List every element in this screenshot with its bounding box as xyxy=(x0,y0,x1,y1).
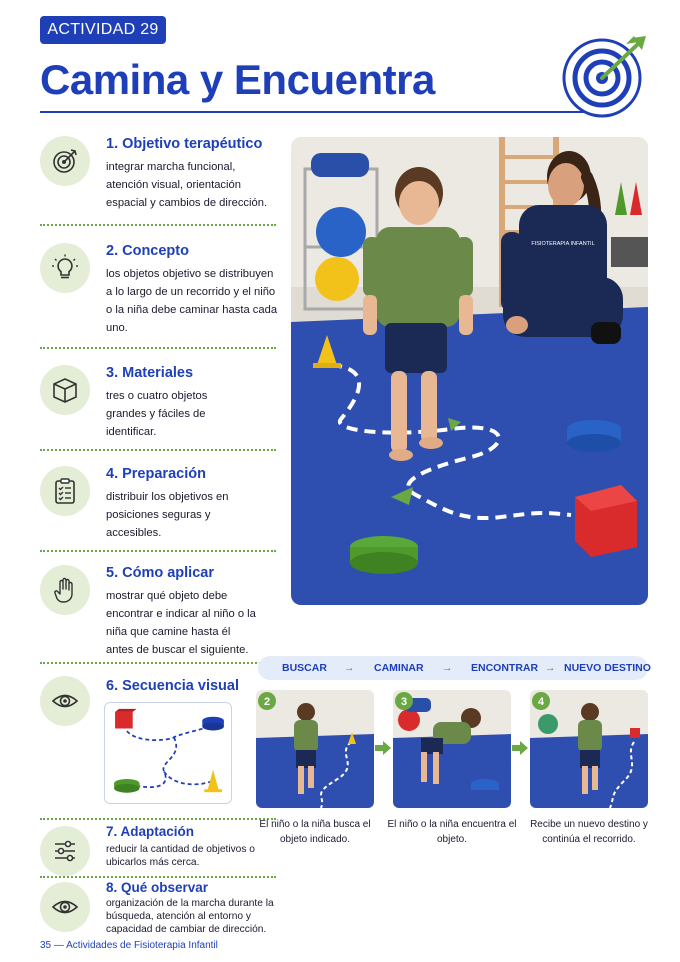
section-adaptation xyxy=(40,824,276,874)
step-4-image xyxy=(530,690,648,808)
section-what-to-observe xyxy=(40,880,276,938)
section-text: reducir la cantidad de objetivos o ubicarlos más cerca. xyxy=(106,844,255,868)
section-objective xyxy=(40,136,276,216)
sequence-diagram xyxy=(104,702,232,804)
section-title: 5. Cómo aplicar xyxy=(106,565,214,581)
step-4-caption: Recibe un nuevo destino y continúa el recorrido. xyxy=(530,819,648,845)
section-text: mostrar qué objeto debe encontrar e indicar al niño o la niña que camine hasta él antes de buscar el siguiente. xyxy=(106,590,256,656)
flow-step-new-destination: NUEVO DESTINO xyxy=(564,662,651,674)
section-title: 2. Concepto xyxy=(106,243,189,259)
step-3-caption: El niño o la niña encuentra el objeto. xyxy=(387,819,517,845)
target-logo-icon xyxy=(562,32,648,118)
section-how-to-apply xyxy=(40,565,276,657)
arrow-right-icon xyxy=(512,740,528,756)
step-number: 4 xyxy=(537,696,545,708)
sequence-flow-bar xyxy=(258,656,651,680)
eye-icon xyxy=(51,687,79,715)
section-divider xyxy=(40,876,276,878)
section-title: 8. Qué observar xyxy=(106,880,209,895)
flow-arrow: → xyxy=(545,662,556,674)
section-divider xyxy=(40,347,276,349)
section-title: 3. Materiales xyxy=(106,365,194,381)
flow-step-search: BUSCAR xyxy=(282,662,327,674)
section-title: 6. Secuencia visual xyxy=(106,678,239,694)
step-number: 3 xyxy=(400,696,408,708)
step-2-image xyxy=(256,690,374,808)
section-divider xyxy=(40,662,276,664)
flow-arrow: → xyxy=(344,662,355,674)
step-number: 2 xyxy=(263,696,271,708)
flow-step-walk: CAMINAR xyxy=(374,662,424,674)
section-text: organización de la marcha durante la búsqueda, atención al entorno y capacidad de cambiar de dirección. xyxy=(106,898,274,935)
hand-icon xyxy=(51,576,79,604)
arrow-right-icon xyxy=(375,740,391,756)
section-text: distribuir los objetivos en posiciones seguras y accesibles. xyxy=(106,491,229,539)
section-concept xyxy=(40,243,276,339)
main-activity-illustration xyxy=(291,137,648,605)
section-text: los objetos objetivo se distribuyen a lo largo de un recorrido y el niño o la niña debe caminar hasta cada uno. xyxy=(106,268,278,334)
section-title: 7. Adaptación xyxy=(106,824,195,839)
target-icon xyxy=(51,147,79,175)
section-title: 4. Preparación xyxy=(106,466,206,482)
section-divider xyxy=(40,224,276,226)
section-divider xyxy=(40,818,276,820)
flow-step-find: ENCONTRAR xyxy=(471,662,539,674)
eye-icon xyxy=(51,893,79,921)
section-divider xyxy=(40,449,276,451)
step-3-image xyxy=(393,690,511,808)
page-footer: 35 — Actividades de Fisioterapia Infantil xyxy=(40,940,218,951)
section-materials xyxy=(40,365,276,441)
clipboard-icon xyxy=(51,477,79,505)
section-text: tres o cuatro objetos grandes y fáciles de identificar. xyxy=(106,390,208,438)
activity-badge: ACTIVIDAD 29 xyxy=(40,16,166,44)
section-text: integrar marcha funcional, atención visual, orientación espacial y cambios de dirección. xyxy=(106,161,268,209)
section-title: 1. Objetivo terapéutico xyxy=(106,136,263,152)
page-title: Camina y Encuentra xyxy=(40,56,435,103)
flow-arrow: → xyxy=(442,662,453,674)
shirt-logo-text: FISIOTERAPIA INFANTIL xyxy=(531,241,595,247)
step-2-caption: El niño o la niña busca el objeto indicado. xyxy=(259,819,371,845)
box-icon xyxy=(51,376,79,404)
section-preparation xyxy=(40,466,276,542)
sliders-icon xyxy=(51,837,79,865)
lightbulb-icon xyxy=(51,254,79,282)
section-divider xyxy=(40,550,276,552)
title-divider xyxy=(40,111,585,113)
